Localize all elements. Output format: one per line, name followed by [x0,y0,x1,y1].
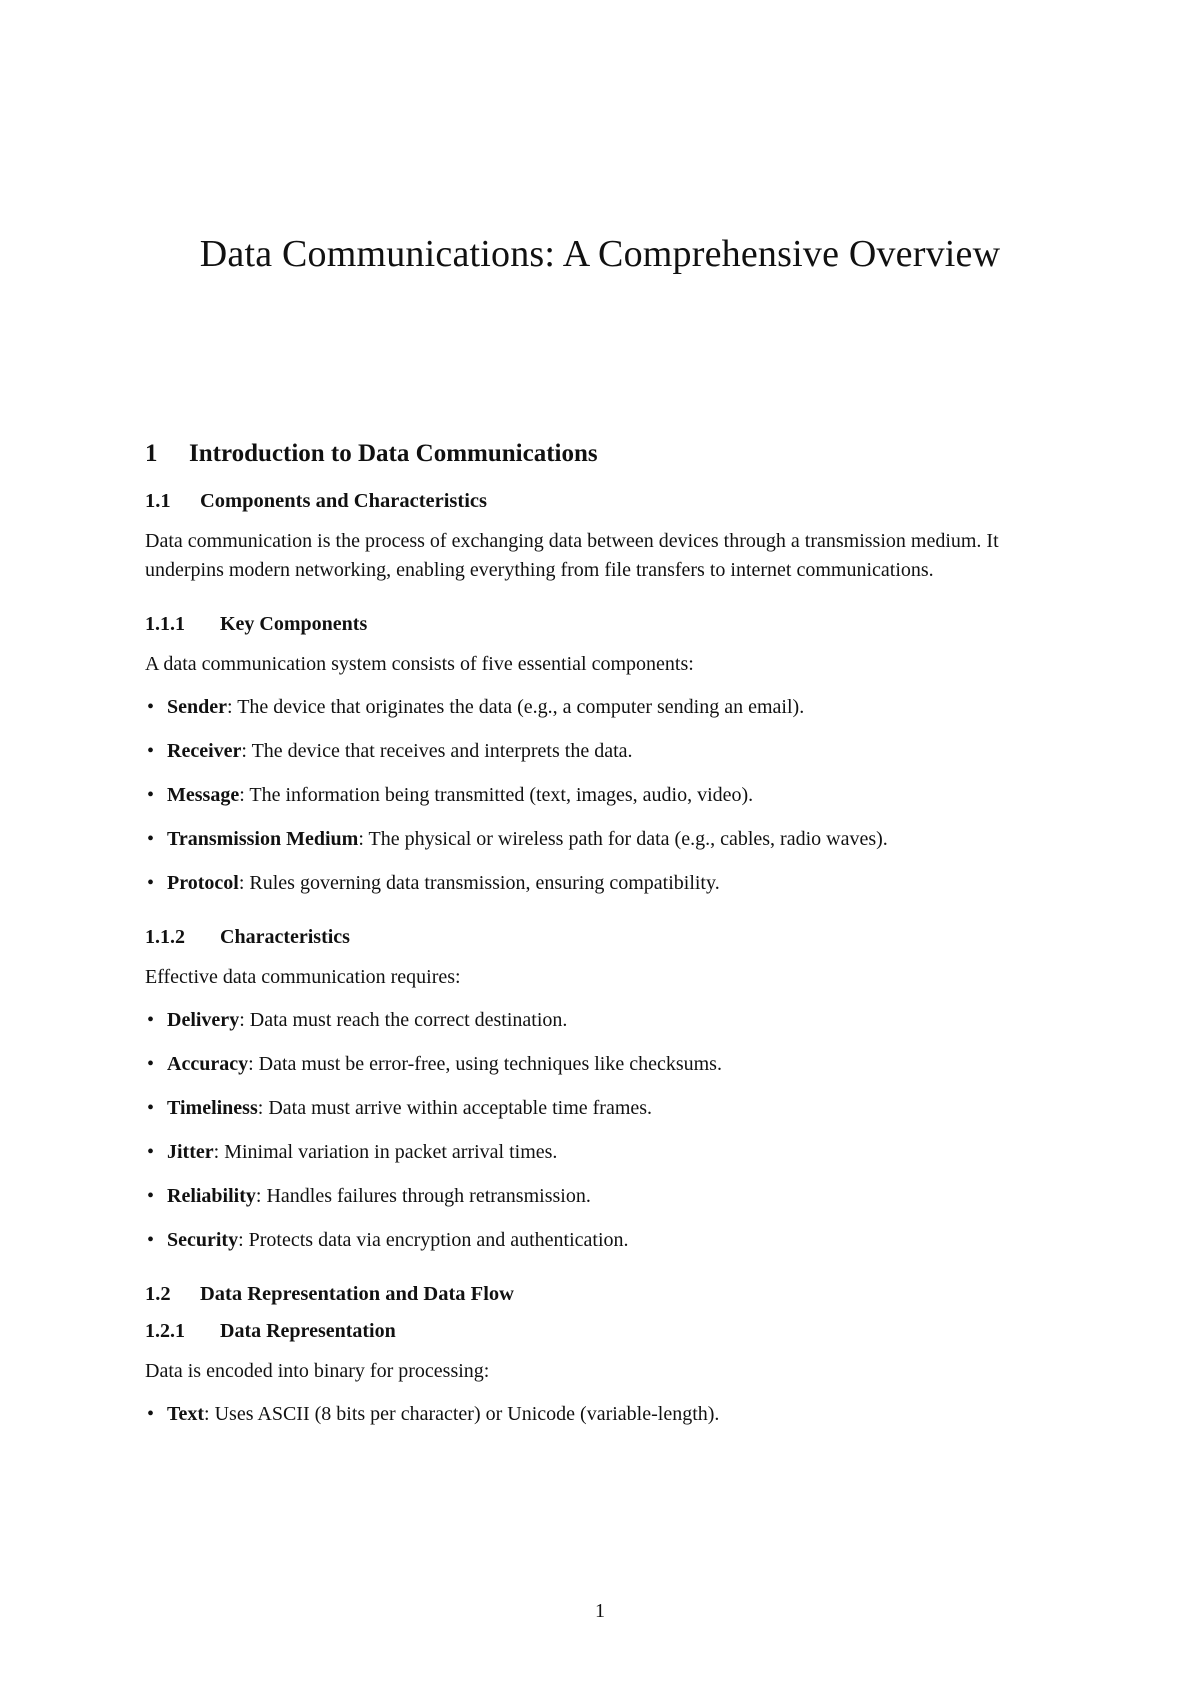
list-item-term: Protocol [167,872,239,894]
list-item-term: Transmission Medium [167,828,359,850]
list-item-text: : Data must be error-free, using techniques like checksums. [248,1053,722,1075]
bullet-icon: • [147,696,155,718]
paragraph-components-intro: A data communication system consists of five essential components: [145,653,694,675]
bullet-icon: • [147,872,155,894]
list-item-term: Jitter [167,1141,214,1163]
bullet-icon: • [147,1009,155,1031]
subsubsection-number: 1.1.1 [145,613,185,635]
list-item-text: : The physical or wireless path for data (e.g., cables, radio waves). [358,828,888,850]
bullet-icon: • [147,1097,155,1119]
list-item-text: : Uses ASCII (8 bits per character) or Unicode (variable-length). [204,1403,720,1425]
bullet-icon: • [147,1053,155,1075]
subsubsection-heading-1-1-2 [145,926,1065,949]
list-item-term: Security [167,1229,239,1251]
bullet-icon: • [147,1403,155,1425]
list-item [145,869,1065,898]
list-item [145,737,1065,766]
bullet-icon: • [147,1141,155,1163]
list-item-term: Delivery [167,1009,240,1031]
paragraph-intro: Data communication is the process of exchanging data between devices through a transmission medium. It underpins modern networking, enabling everything from file transfers to internet communications. [145,530,999,581]
list-item-term: Timeliness [167,1097,258,1119]
subsubsection-number: 1.2.1 [145,1320,185,1342]
paragraph-characteristics-intro: Effective data communication requires: [145,966,461,988]
list-item-text: : Data must reach the correct destination. [239,1009,568,1031]
bullet-icon: • [147,1185,155,1207]
list-item-term: Receiver [167,740,242,762]
paragraph-representation-intro: Data is encoded into binary for processing: [145,1360,490,1382]
subsection-heading-1-2 [145,1283,1065,1306]
list-item-term: Message [167,784,240,806]
bullet-icon: • [147,828,155,850]
list-item-text: : The information being transmitted (text, images, audio, video). [239,784,754,806]
list-item [145,781,1065,810]
subsection-number: 1.1 [145,490,171,512]
subsection-title: Data Representation and Data Flow [200,1283,514,1305]
list-item-text: : Handles failures through retransmission. [255,1185,591,1207]
list-item [145,1006,1065,1035]
list-item [145,1094,1065,1123]
list-item-text: : Data must arrive within acceptable time frames. [257,1097,653,1119]
list-item-term: Reliability [167,1185,256,1207]
list-item [145,693,1065,722]
section-heading-1 [145,440,1065,468]
list-item-text: : Protects data via encryption and authentication. [238,1229,629,1251]
subsection-heading-1-1 [145,490,1065,513]
list-item [145,1138,1065,1167]
bullet-icon: • [147,1229,155,1251]
list-item [145,1050,1065,1079]
list-item-term: Text [167,1403,205,1425]
subsection-title: Components and Characteristics [200,490,487,512]
list-item-term: Sender [167,696,227,718]
list-item-term: Accuracy [167,1053,249,1075]
subsection-number: 1.2 [145,1283,171,1305]
section-number: 1 [145,440,158,467]
bullet-icon: • [147,740,155,762]
list-item [145,825,1065,854]
subsubsection-title: Characteristics [220,926,350,948]
components-list [145,693,1065,898]
list-item [145,1182,1065,1211]
subsubsection-title: Key Components [220,613,368,635]
bullet-icon: • [147,784,155,806]
representation-list [145,1400,1065,1429]
list-item [145,1400,1065,1429]
section-title: Introduction to Data Communications [189,440,598,467]
characteristics-list [145,1006,1065,1255]
subsubsection-number: 1.1.2 [145,926,185,948]
list-item [145,1226,1065,1255]
subsubsection-heading-1-2-1 [145,1320,1065,1343]
document-body [145,440,1065,1443]
subsubsection-heading-1-1-1 [145,613,1065,636]
list-item-text: : Rules governing data transmission, ensuring compatibility. [238,872,720,894]
list-item-text: : Minimal variation in packet arrival times. [213,1141,558,1163]
page-number: 1 [595,1600,605,1622]
list-item-text: : The device that receives and interprets the data. [241,740,633,762]
subsubsection-title: Data Representation [220,1320,396,1342]
list-item-text: : The device that originates the data (e.g., a computer sending an email). [227,696,805,718]
document-title: Data Communications: A Comprehensive Overview [199,233,1001,275]
